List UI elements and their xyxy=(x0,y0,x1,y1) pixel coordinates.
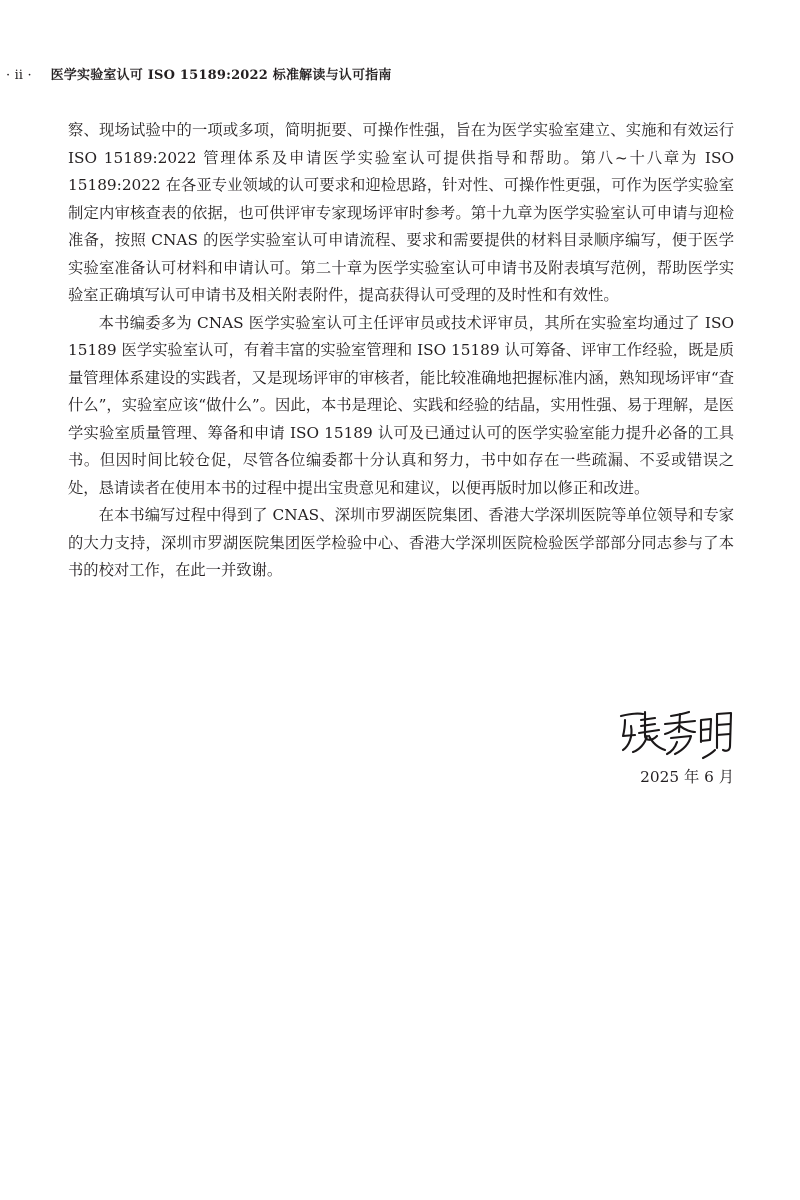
body-text xyxy=(68,117,734,585)
paragraph-editors: 本书编委多为 CNAS 医学实验室认可主任评审员或技术评审员，其所在实验室均通过了 ISO 15189 医学实验室认可，有着丰富的实验室管理和 ISO 15189 认可筹备、评审工作经验，既是质量管理体系建设的实践者，又是现场评审的审核者，能比较准确地把握标准内涵，熟知现场评审“查什么”，实验室应该“做什么”。因此，本书是理论、实践和经验的结晶，实用性强、易于理解，是医学实验室质量管理、筹备和申请 ISO 15189 认可及已通过认可的医学实验室能力提升必备的工具书。但因时间比较仓促，尽管各位编委都十分认真和努力，书中如存在一些疏漏、不妥或错误之处，恳请读者在使用本书的过程中提出宝贵意见和建议，以便再版时加以修正和改进。 xyxy=(68,313,734,497)
handwritten-signature xyxy=(615,706,735,762)
paragraph-continued: 察、现场试验中的一项或多项，简明扼要、可操作性强，旨在为医学实验室建立、实施和有效运行 ISO 15189:2022 管理体系及申请医学实验室认可提供指导和帮助。第八~十八章为 ISO 15189:2022 在各亚专业领域的认可要求和迎检思路，针对性、可操作性更强，可作为医学实验室制定内审核查表的依据，也可供评审专家现场评审时参考。第十九章为医学实验室认可申请与迎检准备，按照 CNAS 的医学实验室认可申请流程、要求和需要提供的材料目录顺序编写，便于医学实验室准备认可材料和申请认可。第二十章为医学实验室认可申请书及附表填写范例，帮助医学实验室正确填写认可申请书及相关附表附件，提高获得认可受理的及时性和有效性。 xyxy=(68,121,734,304)
paragraph-acknowledgements: 在本书编写过程中得到了 CNAS、深圳市罗湖医院集团、香港大学深圳医院等单位领导和专家的大力支持，深圳市罗湖医院集团医学检验中心、香港大学深圳医院检验医学部部分同志参与了本书的校对工作，在此一并致谢。 xyxy=(68,506,734,579)
running-title: 医学实验室认可 ISO 15189:2022 标准解读与认可指南 xyxy=(50,68,392,83)
page-number: · ⅱ · xyxy=(6,68,32,83)
page-header xyxy=(6,64,392,83)
signature-date: 2025 年 6 月 xyxy=(640,768,734,786)
